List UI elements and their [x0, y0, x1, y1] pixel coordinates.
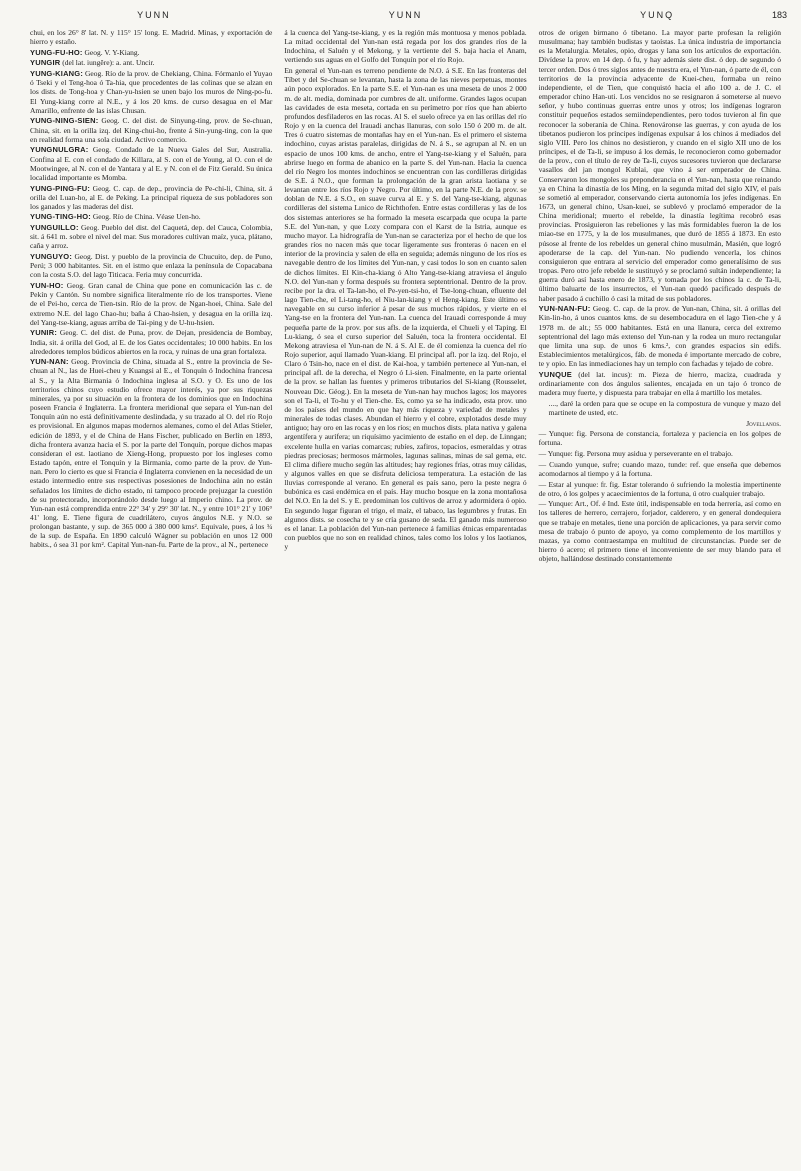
entry-text: Geog. Provincia de China, situada al S., entre la provincia de Se-chuan al N., las de Huei-cheu y Kuangsi al E., el Tonquín ó Indochina francesa al S., y la Alta Birmania ó Indochina inglesa al S.O. y O. Es uno de los territorios chinos cuyo estudio ofrece mayor interés, ya por sus riquezas minerales, ya por su situación en la frontera de los dominios que en Indochina poseen Francia é Inglaterra. La frontera meridional que separa el Yun-nan del Tonquín aún no está definitivamente deslindada, y su trazado al O. del río Rojo es provisional. En algunos mapas modernos alemanes, como el del Atlas Stieler, edición de 1893, y el de China de Hans Fischer, publicado en Berlín en 1893, dicha frontera avanza hacia el S. por la parte del Tonquín, porque dichos mapas consideran el est. laotiano de Xieng-Hong, propuesto por los ingleses como Estado tapón, entre el Tonquín y la Birmania, como parte de la prov. de Yun-nan. Pero lo cierto es que si Francia é Inglaterra convienen en la necesidad de un estado intermedio entre sus respectivas posesiones de Indochina aún no están señalados los límites de dicho estado, ni tampoco procede prejuzgar la cuestión de su protectorado, incorporándolo desde luego al Imperio chino. La prov. de Yun-nan está comprendida entre 22° 34' y 29° 30' lat. N., y entre 101° 21' y 106° 41' long. E. Tiene figura de cuadrilátero, cuyos ángulos N.E. y N.O. se prolongan bastante, y sup. de 365 000 á 380 000 kms². Equivale, pues, á los ¾ de la sup. de España. En 1890 calculó Wágner su población en unos 12 000 habits., ó sea 31 por km². Capital Yun-nan-fu. Parte de la prov., al N., pertenece	[30, 357, 273, 550]
entry-headword: YUN-NAN:	[30, 357, 69, 367]
entry-text: ...., daré la orden para que se ocupe en la compostura de vunque y mazo del martinete de usted, etc.	[548, 398, 781, 417]
column-left	[30, 28, 272, 565]
entry-text: Geog. C. cap. de la prov. de Yun-nan, China, sit. á orillas del Kin-lin-ho, á unos cuantos kms. de su desembocadura en el lago Tien-che y á 1978 m. de alt.; 55 000 habitantes. Está en una llanura, cerca del extremo septentrional del lago más extenso del Yun-nan y la rodea un muro rectangular que limita una sup. de unos 6 kms.², con grandes espacios sin edifs. Establecimientos metalúrgicos, fáb. de moneda é importante mercado de cobre, te y opio. En las inmediaciones hay un templo con fachadas y tejado de cobre.	[538, 304, 781, 369]
entry-paragraph	[539, 304, 781, 368]
entry-text: — Yunque: Art., Of. é Ind. Este útil, indispensable en toda herrería, así como en los talleres de herrero, cerrajero, forjador, calderero, y en general dondequiera que se trabaje en metales, tiene una porción de aplicaciones, ya para servir como mesa de trabajo ó punto de apoyo, ya como complemento de los martillos y mazas, ya como contraestampa en multitud de circunstancias. Puede ser de hierro ó acero; el primero tiene el inconveniente de ser muy blando para el objeto, hallándose destinado constantemente	[538, 499, 781, 564]
entry-headword: YUNG-PING-FU:	[30, 183, 91, 193]
entry-paragraph	[30, 184, 272, 211]
entry-text: Geog. C. cap. de dep., provincia de Pe-chi-li, China, sit. á orilla del Luan-ho, al E. de Peking. La principal riqueza de sus pobladores son los ganados y las maderas del dist.	[30, 183, 273, 211]
running-head-right-label: YUNQ	[640, 10, 675, 20]
entry-text: chui, en los 26° 8' lat. N. y 115° 15' long. E. Madrid. Minas, y exportación de hierro y estaño.	[30, 28, 273, 47]
running-head-right	[533, 10, 787, 20]
entry-text: (del lat. iungĕre): a. ant. Uncir.	[60, 58, 155, 68]
entry-headword: YUNQUE	[538, 369, 572, 379]
entry-text: Geog. C. del dist. de Puna, prov. de Dejan, presidencia de Bombay, India, sit. á orilla del God, al E. de los Gates occidentales; 10 000 habits. En los alrededores templos búdicos abiertos en la roca, y ruinas de una gran fortaleza.	[30, 328, 273, 356]
entry-paragraph	[30, 58, 272, 67]
entry-headword: YUNG-TING-HO:	[30, 212, 91, 222]
entry-headword: YUN-NAN-FU:	[538, 304, 591, 314]
entry-headword: YUN-HO:	[30, 281, 64, 291]
entry-headword: YUNIR:	[30, 328, 58, 338]
entry-text: (del lat. incus): m. Pieza de hierro, maciza, cuadrada y ordinariamente con dos ángulos salientes, encajada en un tajo ó tronco de madera muy fuerte, y dispuesta para trabajar en ella á martillo los metales.	[538, 369, 781, 398]
entry-text: — Yunque: fig. Persona muy asidua y perseverante en el trabajo.	[538, 449, 733, 459]
entry-paragraph	[539, 499, 781, 563]
entry-paragraph	[539, 449, 781, 458]
entry-text: — Yunque: fig. Persona de constancia, fortaleza y paciencia en los golpes de fortuna.	[538, 429, 781, 448]
entry-paragraph	[539, 399, 781, 417]
entry-headword: YUNG-NING-SIEN:	[30, 116, 99, 126]
entry-text: Jovellanos.	[746, 418, 781, 428]
running-head-center: YUNN	[388, 10, 423, 20]
entry-paragraph	[30, 116, 272, 143]
entry-paragraph	[30, 28, 272, 46]
page-number: 183	[771, 10, 787, 20]
entry-paragraph	[30, 252, 272, 279]
entry-headword: YUNG-FU-HO:	[30, 47, 83, 57]
entry-text: Geog. Río de China. Véase Uen-ho.	[90, 212, 201, 222]
entry-headword: YUNGUYO:	[30, 252, 73, 262]
entry-paragraph	[30, 223, 272, 250]
entry-text: — Cuando yunque, sufre; cuando mazo, tunde: ref. que enseña que debemos acomodarnos al tiempo y á la fortuna.	[538, 459, 781, 478]
entry-paragraph	[30, 212, 272, 221]
entry-text: Geog. C. del dist. de Sinyung-ting, prov. de Se-chuan, China, sit. en la orilla izq. del King-chui-ho, frente á Sin-yung-ting, con la que en realidad forma una sola ciudad. Activo comercio.	[30, 116, 273, 144]
entry-text: Geog. Río de la prov. de Chekiang, China. Fórmanlo el Yuyao ó Tseki y el Teng-hoa ó Ta-hia, que procedentes de las colinas que se alzan en los dists. de Tong-hoa y Chan-yu-hsien se unen bajo los muros de Ning-po-fu. El Yung-kiang corre al N.E., y á los 20 kms. de curso desagua en el Mar Amarillo, enfrente de las islas Chusan.	[30, 69, 273, 115]
entry-paragraph	[30, 328, 272, 355]
entry-paragraph	[30, 357, 272, 549]
entry-text: á la cuenca del Yang-tse-kiang, y es la región más montuosa y menos poblada. La mitad occidental del Yun-nan está regada por los dos grandes ríos de la Indochina, el Saluén y el Mekong, y la vertiente del S. baja hacia el Anam, vertiendo sus aguas en el Golfo del Tonquín por el río Rojo.	[284, 28, 527, 65]
entry-paragraph	[284, 66, 526, 551]
running-head	[30, 10, 787, 26]
entry-text: Geog. Pueblo del dist. del Caquetá, dep. del Cauca, Colombia, sit. á 641 m. sobre el nivel del mar. Sus moradores cultivan maíz, yuca, plátano, caña y arroz.	[30, 223, 273, 251]
entry-paragraph	[539, 370, 781, 397]
entry-paragraph	[539, 28, 781, 303]
running-head-left: YUNN	[137, 10, 171, 20]
entry-paragraph	[539, 429, 781, 447]
entry-headword: YUNGIR	[30, 58, 61, 68]
entry-text: En general el Yun-nan es terreno pendiente de N.O. á S.E. En las fronteras del Tíbet y del Se-chuan se levantan, hasta la zona de las nieves perpetuas, montes aún poco explorados. En la parte S.E. el Yun-nan es una meseta de unos 2 000 m. de alt. media, dominada por cumbres de alt. uniforme. Grandes lagos ocupan las cavidades de esta meseta, cortada en su perímetro por ríos que han abierto profundos desfiladeros en las rocas. Al S. el suelo ofrece ya en las orillas del río Rojo y en la cuenca del Irauadi anchas llanuras, con solo 150 ó 200 m. de alt. Tres ó cuatro sistemas de montañas hay en el Yun-nan. Es el primero el sistema indochino, cuyas aristas paralelas, dirigidas de N. á S., se agrupan al N. en un espacio de unos 100 kms. de ancho, entre el Yang-tse-kiang y el Saluén, para abrirse luego en forma de abanico en la parte S. del Yun-nan. Hacia la cuenca del río Negro los montes indochinos se encuentran con las cordilleras dirigidas de S.E. á N.O., que forman la prolongación de la gran arista laotiana y se levantan entre los ríos Rojo y Negro. Por último, en la parte N.E. de la prov. se doblan de N.E. á S.O., en suave curva al E. y S. del Yang-tse-kiang, algunas cordilleras del sistema Lınico de Richthofen. Entre estas cordilleras y las de los dos sistemas anteriores se ha formado la meseta escarpada que ocupa la parte S.E. del Yun-nan, y que Lozy compara con el Karst de la Istria, aunque es mucho mayor. La hidrografía de Yun-nan se caracteriza por el hecho de que los grandes ríos no nacen más que tocar ligeramente sus fronteras ó nacen en el interior de la provincia y salen de ella en seguida; además ninguno de los ríos es navegable dentro de los límites del Yun-nan, y casi todos lo son en cuanto salen de dichos límites. El Kin-cha-kiang ó Alto Yang-tse-kiang atraviesa el ángulo N.O. del Yun-nan y forma después su frontera septentrional. Dentro de la prov. recibe por la dra. el Ta-lan-ho, el Pe-yen-tsi-ho, el Tse-long-chuan, efluente del lago Tien-che, el Li-tang-ho, el Niu-lan-kiang y el Heng-kiang. Este último es navegable en su curso inferior á pesar de sus muchos rápidos, y vierte en el Yang-tse en la frontera del Yun-nan. La cuenca del Irauadi corresponde á muy pequeña parte de la prov. por sus afls. de la izquierda, el Chueli y el Taping. El Lu-kiang, ó sea el curso superior del Saluén, toca la frontera occidental. El Mekong atraviesa el Yun-nan de N. á S. Al E. de él comienza la cuenca del río Rojo superior, aquí llamado Yuan-kiang. El principal afl. por la izq. del Rojo, el Claro ó Tsin-ho, nace en el dist. de Kai-hoa, y también pertenece al Yun-nan, el principal afl. de la derecha, el Negro ó Li-sien. Finalmente, en la parte oriental de la prov. se hallan las fuentes y primeros tributarios del Si-kiang (Rousselet, Nouveau Dic. Géog.). En la meseta de Yun-nan hay muchos lagos; los mayores son el Ta-li, el To-hu y el Tien-che. Es, como ya se ha indicado, esta prov. uno de los países del mundo en que hay más riqueza y variedad de metales y minerales de todas clases. Abundan el hierro y el cobre, explotados desde muy antiguo; hay oro en las rocas y en los ríos; en muchos dists. plata nativa y galena argentífera y aurífera; un riquísimo yacimiento de estaño en el dep. de Linngan; excelente hulla en varias comarcas; rubíes, zafiros, topacios, esmeraldas y otras piedras preciosas; hermosos mármoles, lagunas salinas, minas de sal gema, etc. El clima difiere mucho según las altitudes; hay regiones frías, otras muy cálidas, y algunos valles en que se disfruta deliciosa temperatura. La estación de las lluvias corresponde al verano. En general es país sano, pero la peste negra ó bubónica es casi endémica en el país. Hay mucho bosque en la zona montañosa del N.O. En la del S. y E. predominan los cultivos de arroz y adormidera ó opio. En segundo lugar figuran el trigo, el maíz, el tabaco, las legumbres y frutas. En algunos dists. se cosecha te y se cría gusano de seda. El ganado más numeroso es el lanar. La población del Yun-nan pertenece á familias étnicas emparentadas con pueblos que no son en realidad chinos, tales como los lolos y los laotianos, y	[284, 66, 527, 552]
entry-paragraph	[30, 281, 272, 327]
entry-paragraph	[30, 69, 272, 115]
text-columns	[30, 28, 781, 565]
entry-text: Geog. Gran canal de China que pone en comunicación las c. de Pekín y Cantón. Su nombre significa literalmente río de los transportes. Viene de el Pei-ho, cerca de Tien-tsin. Río de la prov. de Ngan-hoei, China. Sale del extremo N.E. del lago Chao-hu; baña á Chao-hsien, y desagua en la orilla izq. del Yang-tse-kiang, aguas arriba de Tai-ping y de U-hu-hsien.	[30, 281, 273, 327]
column-right	[539, 28, 781, 565]
entry-text: Geog. Condado de la Nueva Gales del Sur, Australia. Confina al E. con el condado de Killara, al S. con el de Young, al O. con el de Mootwingee, al N. con el de Yantara y al E. y N. con el de Fitz Gerald. Su única localidad importante es Momba.	[30, 145, 273, 182]
entry-paragraph	[539, 480, 781, 498]
entry-text: Geog. Dist. y pueblo de la provincia de Chucuito, dep. de Puno, Perú; 3 000 habitantes. Sit. en el istmo que enlaza la península de Copacabana con la costa S.O. del lago Titicaca. Feria muy concurrida.	[30, 252, 273, 280]
entry-headword: YUNGUILLO:	[30, 223, 79, 233]
column-middle	[284, 28, 526, 565]
entry-paragraph	[539, 419, 781, 428]
entry-text: otros de origen birmano ó tibetano. La mayor parte profesan la religión musulmana; hay también budistas y taoístas. La única industria de importancia es la Metalurgia. Metales, opio, drogas y lana son los artículos de exportación. Divídese la prov. en 14 dep. ó fu, y hay además siete dist. ó dep. de segundo ó tercer orden. Dos ó tres siglos antes de nuestra era, el Yun-nan, ó parte de él, con territorios de la provincia adyacente de Kuei-cheu, formaba un reino independiente, el de Tien, que conquistó hacia el año 100 a. de J. C. el emperador chino Han-uti. Los vencidos no se resignaron á someterse al nuevo señor, y hubo continuas guerras entre unos y otros; los indígenas lograron constituir pequeños estados semiindependientes, pero todos tuvieron al fin que reconocer la soberanía de China. Renováronse las guerras, y con ayuda de los tibetanos pudieron los príncipes indígenas expulsar á los chinos á mediados del siglo VIII. Pero los chinos no desistieron, y cuando en el siglo XII uno de los príncipes, el de Ta-li, se impuso á los demás, le reconocieron como gobernador de la prov., con el título de rey de Ta-li, cuyos sucesores tuvieron que declararse vasallos del jan mongol Kublai, que vino á ser emperador de China. Conservaron los mongoles su preponderancia en el Yun-nan, hasta que reinando ya en China la dinastía de los Ming, en la segunda mitad del siglo XIV, el país se sometió al emperador, conservando cierta autonomía los jefes indígenas. En 1673, un general chino, Usan-kuei, se sublevó y proclamó emperador de la China meridional; muerto el rebelde, la dinastía legítima recobró esas provincias. Prosiguieron las rebeliones y las más formidables fueron la de los miao-tse en 1775, y la de los musulmanes, que duró de 1855 á 1873. En esto púsose al frente de los rebeldes un general chino musulmán, Masién, que logró apoderarse de la cap. del Yun-nan. No pudiendo vencerla, los chinos consiguieron que entrara al servicio del emperador como generalísimo de sus tropas. Pero otro jefe rebelde le sustituyó y se proclamó sultán independiente; la guerra duró así hasta enero de 1873, y tomada por los chinos la c. de Ta-li, último baluarte de los insurrectos, el Yun-nan quedó pacificado después de haber pasado á cuchillo ó casi la mitad de sus pobladores.	[538, 28, 781, 303]
entry-paragraph	[284, 28, 526, 65]
entry-paragraph	[30, 145, 272, 182]
entry-headword: YUNG-KIANG:	[30, 69, 84, 79]
entry-paragraph	[30, 48, 272, 57]
entry-text: — Estar al yunque: fr. fig. Estar tolerando ó sufriendo la molestia impertinente de otro, ó los golpes y acaecimientos de la fortuna, ú otro cualquier trabajo.	[538, 479, 781, 498]
entry-paragraph	[539, 460, 781, 478]
entry-headword: YUNGNULGRA:	[30, 145, 89, 155]
entry-text: Geog. V. Y-Kiang.	[82, 47, 140, 57]
